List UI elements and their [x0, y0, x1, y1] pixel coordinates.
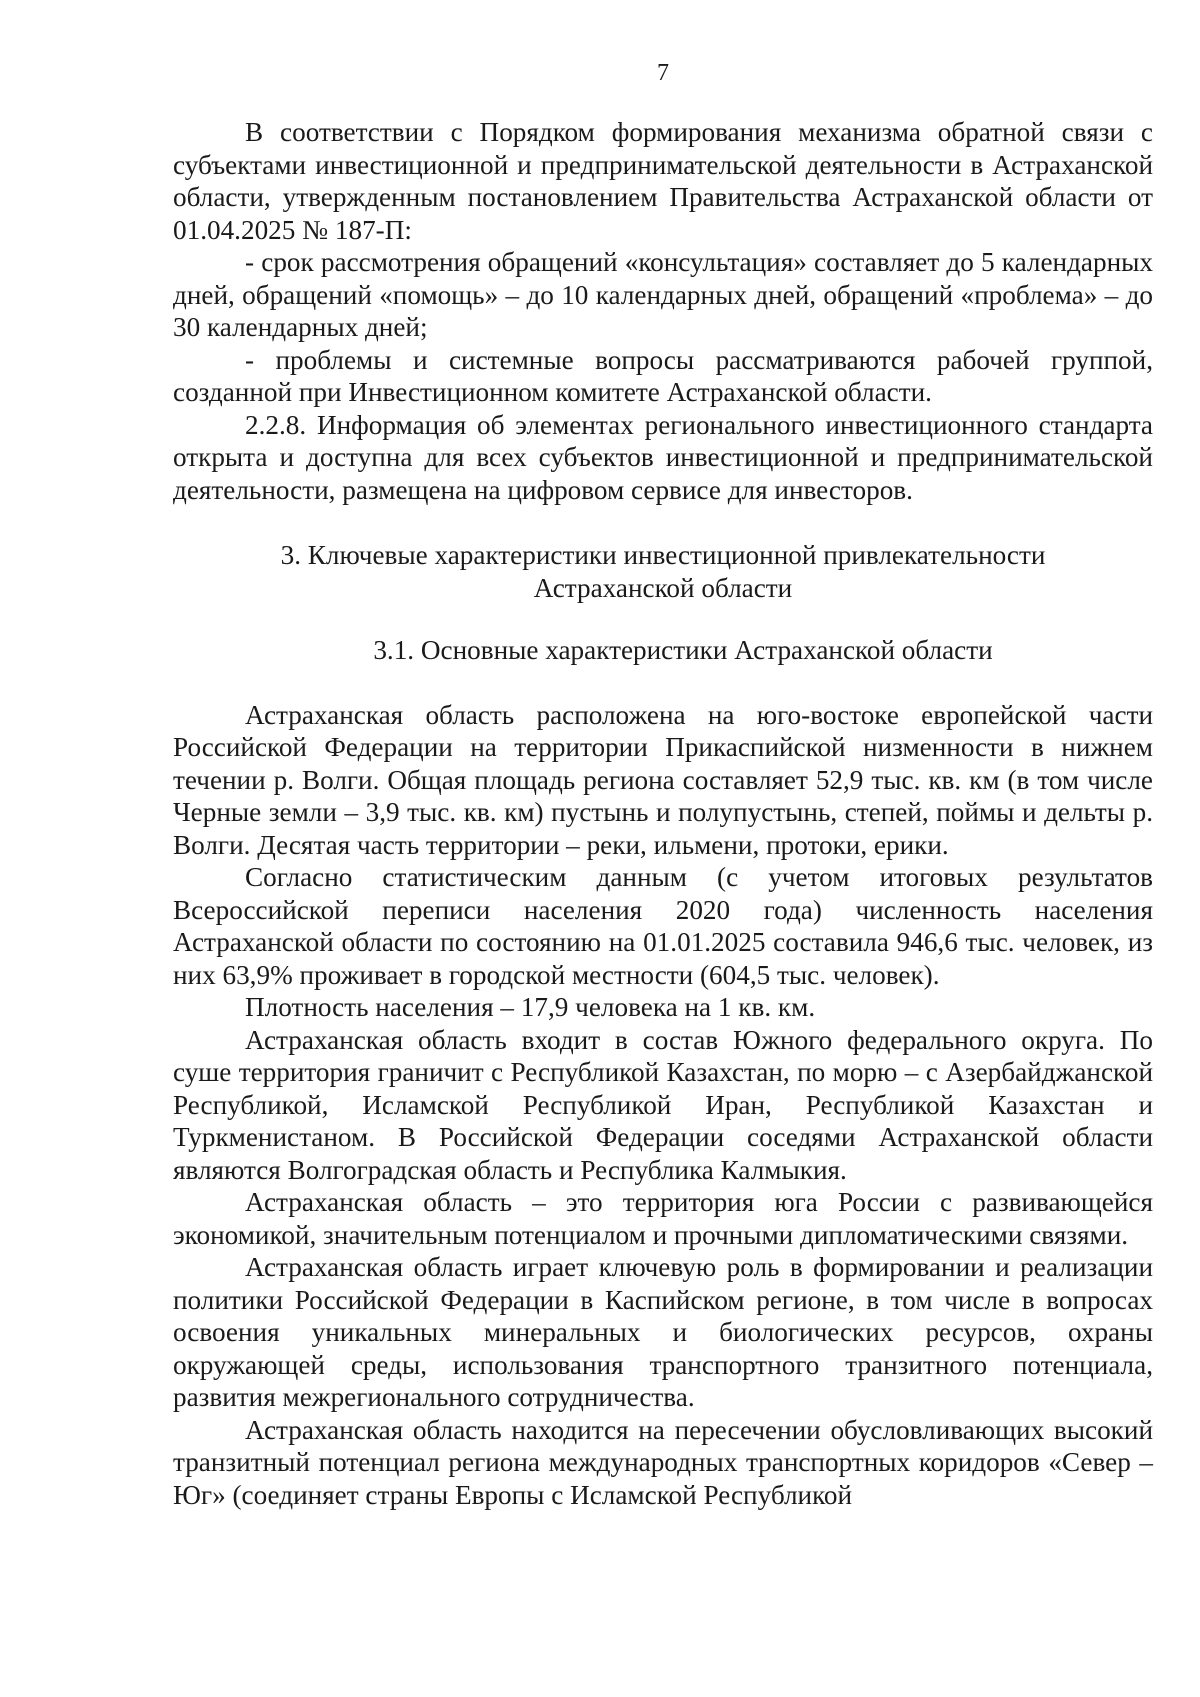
paragraph-economy: Астраханская область – это территория юга России с развивающейся экономикой, значительным потенциалом и прочными дипломатическими связями.: [173, 1187, 1153, 1250]
paragraph-location: Астраханская область расположена на юго-востоке европейской части Российской Федерации на территории Прикаспийской низменности в нижнем течении р. Волги. Общая площадь региона составляет 52,9 тыс. кв. км (в том числе Черные земли – 3,9 тыс. кв. км) пустынь и полупустынь, степей, поймы и дельты р. Волги. Десятая часть территории – реки, ильмени, протоки, ерики.: [173, 699, 1153, 860]
subsection-heading: 3.1. Основные характеристики Астраханской области: [373, 635, 993, 665]
paragraph-transit: Астраханская область находится на пересечении обусловливающих высокий транзитный потенциал региона международных транспортных коридоров «Север – Юг» (соединяет страны Европы с Исламской Республикой: [173, 1414, 1153, 1510]
paragraph-feedback-intro: В соответствии с Порядком формирования механизма обратной связи с субъектами инвестиционной и предпринимательской деятельности в Астраханской области, утвержденным постановлением Правительства Астраханской области от 01.04.2025 № 187-П:: [173, 117, 1153, 245]
paragraph-density: Плотность населения – 17,9 человека на 1 кв. км.: [245, 992, 816, 1022]
paragraph-borders: Астраханская область входит в состав Южного федерального округа. По суше территория граничит с Республикой Казахстан, по морю – с Азербайджанской Республикой, Исламской Республикой Иран, Республикой Казахстан и Туркменистаном. В Российской Федерации соседями Астраханской области являются Волгоградская область и Республика Калмыкия.: [173, 1024, 1153, 1185]
page-number: 7: [657, 60, 669, 86]
document-body: [173, 116, 1153, 1511]
paragraph-population: Согласно статистическим данным (с учетом итоговых результатов Всероссийской переписи населения 2020 года) численность населения Астраханской области по состоянию на 01.01.2025 составила 946,6 тыс. человек, из них 63,9% проживает в городской местности (604,5 тыс. человек).: [173, 862, 1153, 990]
paragraph-working-group: - проблемы и системные вопросы рассматриваются рабочей группой, созданной при Инвестиционном комитете Астраханской области.: [173, 344, 1153, 407]
paragraph-caspian-role: Астраханская область играет ключевую роль в формировании и реализации политики Российской Федерации в Каспийском регионе, в том числе в вопросах освоения уникальных минеральных и биологических ресурсов, охраны окружающей среды, использования транспортного транзитного потенциала, развития межрегионального сотрудничества.: [173, 1252, 1153, 1412]
paragraph-2-2-8: 2.2.8. Информация об элементах регионального инвестиционного стандарта открыта и доступна для всех субъектов инвестиционной и предпринимательской деятельности, размещена на цифровом сервисе для инвесторов.: [173, 409, 1153, 505]
section-heading: 3. Ключевые характеристики инвестиционной привлекательности Астраханской области: [280, 540, 1046, 603]
paragraph-review-terms: - срок рассмотрения обращений «консультация» составляет до 5 календарных дней, обращений «помощь» – до 10 календарных дней, обращений «проблема» – до 30 календарных дней;: [173, 247, 1153, 342]
